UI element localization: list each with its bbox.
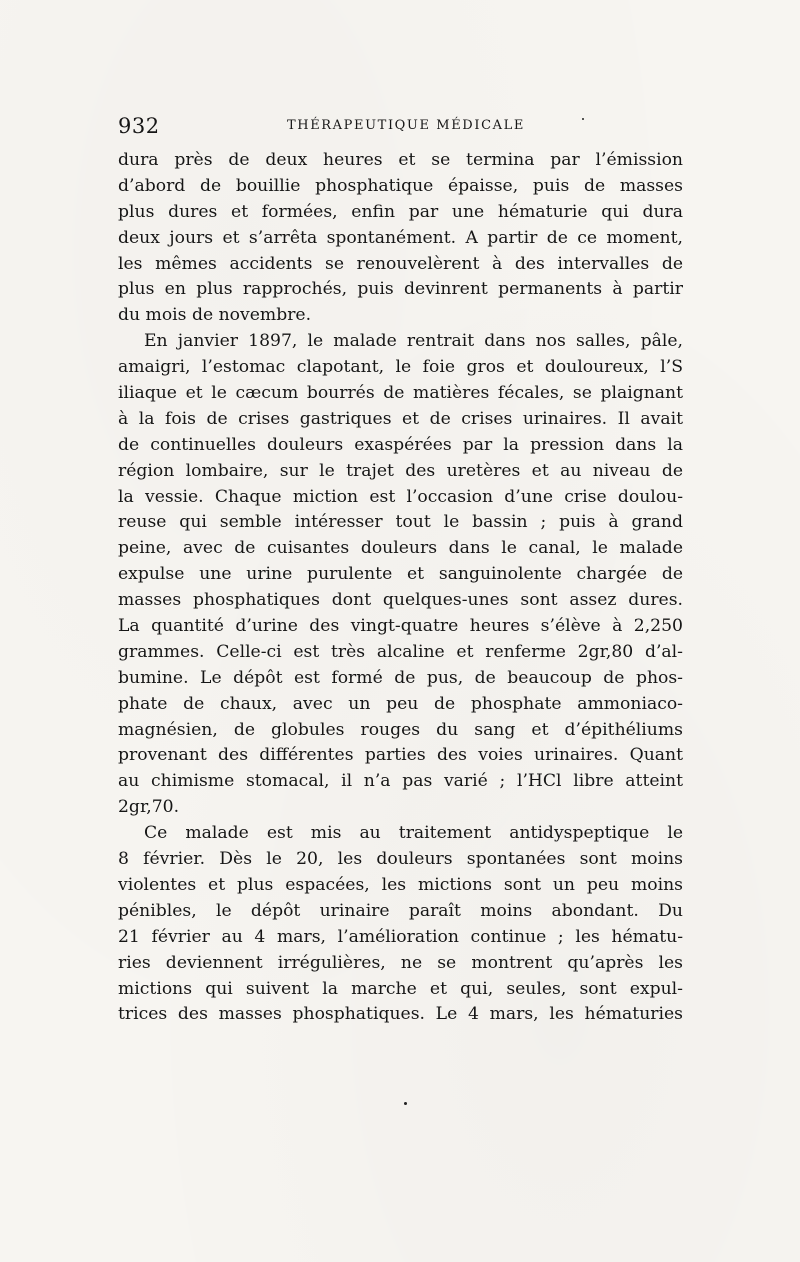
text-line: bumine. Le dépôt est formé de pus, de beaucoup de phos-	[118, 667, 683, 688]
text-line: La quantité d’urine des vingt-quatre heures s’élève à 2,250	[118, 616, 683, 637]
page-number: 932	[118, 114, 160, 138]
text-line: pénibles, le dépôt urinaire paraît moins abondant. Du	[118, 900, 683, 921]
text-line: masses phosphatiques dont quelques-unes sont assez dures.	[118, 590, 683, 611]
text-line: plus dures et formées, enfin par une hématurie qui dura	[118, 201, 683, 222]
ink-speck	[582, 118, 584, 120]
text-line: grammes. Celle-ci est très alcaline et renferme 2gr,80 d’al-	[118, 641, 683, 662]
text-line: de continuelles douleurs exaspérées par la pression dans la	[118, 434, 683, 455]
running-head: THÉRAPEUTIQUE MÉDICALE	[287, 118, 525, 133]
paragraph-start-line: Ce malade est mis au traitement antidyspeptique le	[144, 823, 683, 844]
text-line: deux jours et s’arrêta spontanément. A partir de ce moment,	[118, 227, 683, 248]
text-line: plus en plus rapprochés, puis devinrent permanents à partir	[118, 279, 683, 300]
text-line: 2gr,70.	[118, 797, 180, 818]
text-line: ries deviennent irrégulières, ne se montrent qu’après les	[118, 952, 683, 973]
text-line: iliaque et le cæcum bourrés de matières fécales, se plaignant	[118, 383, 683, 404]
text-line: mictions qui suivent la marche et qui, seules, sont expul-	[118, 978, 683, 999]
text-line: dura près de deux heures et se termina par l’émission	[118, 150, 683, 170]
ink-speck	[404, 1102, 407, 1105]
text-line: magnésien, de globules rouges du sang et d’épithéliums	[118, 719, 683, 740]
text-line: amaigri, l’estomac clapotant, le foie gros et douloureux, l’S	[118, 357, 683, 378]
text-line: reuse qui semble intéresser tout le bassin ; puis à grand	[118, 512, 683, 533]
text-line: du mois de novembre.	[118, 305, 312, 326]
text-line: peine, avec de cuisantes douleurs dans le canal, le malade	[118, 538, 683, 559]
text-line: trices des masses phosphatiques. Le 4 mars, les hématuries	[118, 1004, 683, 1025]
text-line: à la fois de crises gastriques et de crises urinaires. Il avait	[118, 408, 683, 429]
text-line: provenant des différentes parties des voies urinaires. Quant	[118, 745, 683, 766]
text-line: phate de chaux, avec un peu de phosphate ammoniaco-	[118, 693, 683, 714]
body-text	[118, 148, 683, 1028]
text-line: région lombaire, sur le trajet des uretères et au niveau de	[118, 460, 683, 481]
text-line: les mêmes accidents se renouvelèrent à des intervalles de	[118, 253, 683, 274]
text-line: au chimisme stomacal, il n’a pas varié ; l’HCl libre atteint	[118, 771, 683, 792]
page-header	[118, 110, 683, 146]
paragraph-start-line: En janvier 1897, le malade rentrait dans nos salles, pâle,	[144, 331, 683, 352]
text-line: expulse une urine purulente et sanguinolente chargée de	[118, 564, 683, 585]
text-line: 8 février. Dès le 20, les douleurs spontanées sont moins	[118, 849, 683, 870]
text-line: violentes et plus espacées, les mictions sont un peu moins	[118, 874, 683, 895]
text-line: la vessie. Chaque miction est l’occasion d’une crise doulou-	[118, 486, 683, 507]
text-line: d’abord de bouillie phosphatique épaisse, puis de masses	[118, 175, 683, 196]
text-line: 21 février au 4 mars, l’amélioration continue ; les hématu-	[118, 926, 683, 947]
